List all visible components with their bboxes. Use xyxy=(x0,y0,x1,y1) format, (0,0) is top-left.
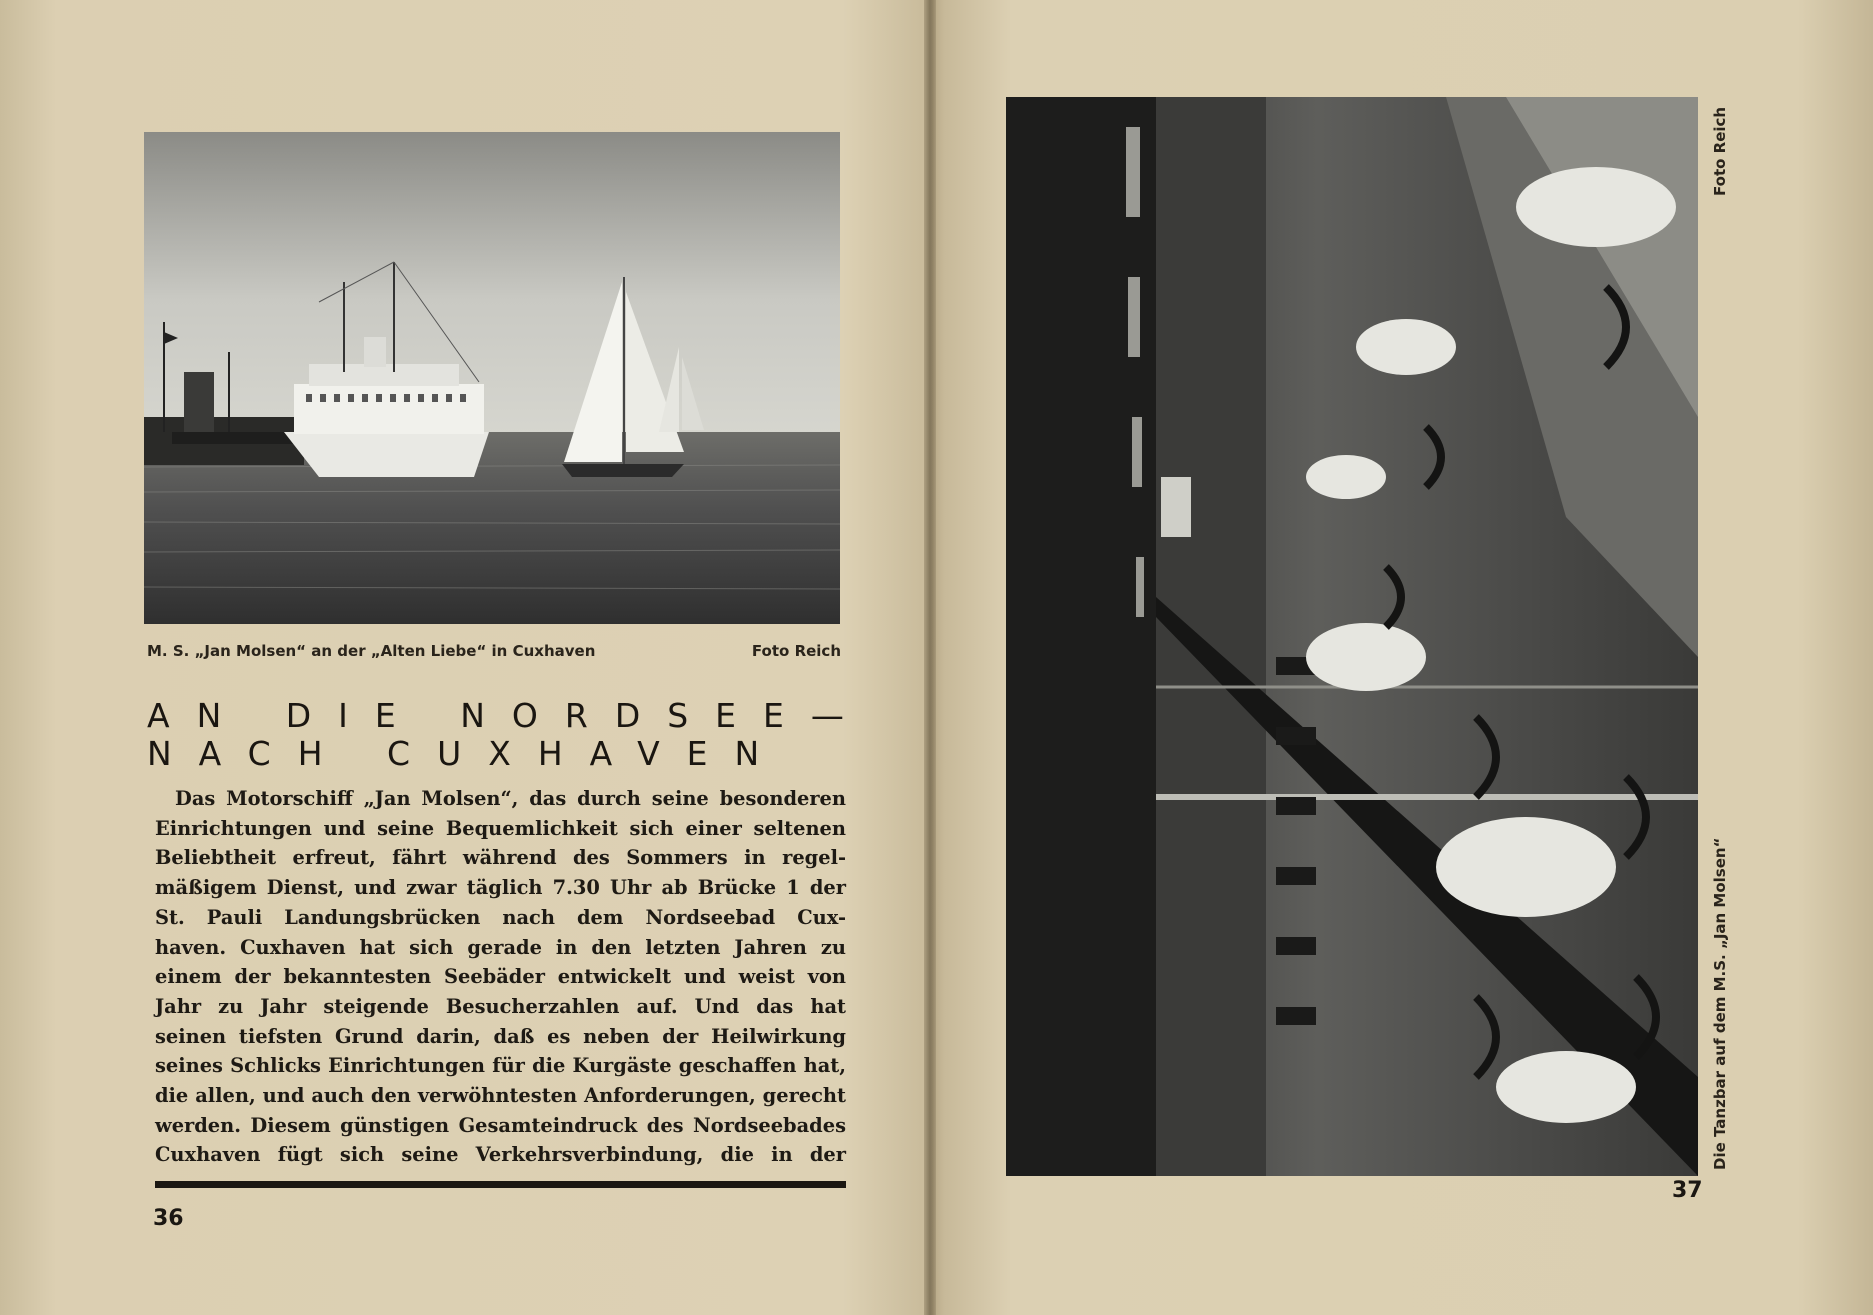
body-line: Beliebtheit erfreut, fährt während des Sommers in regel- xyxy=(155,846,846,870)
body-line: Einrichtungen und seine Bequemlichkeit sich einer seltenen xyxy=(155,816,846,840)
page-number-left: 36 xyxy=(153,1206,184,1231)
body-line: seines Schlicks Einrichtungen für die Kurgäste geschaffen hat, xyxy=(155,1054,846,1078)
dance-bar-caption: Die Tanzbar auf dem M.S. „Jan Molsen“ xyxy=(1711,837,1729,1170)
body-line: werden. Diesem günstigen Gesamteindruck des Nordseebades xyxy=(155,1113,846,1137)
harbour-photo xyxy=(144,132,840,624)
page-number-right: 37 xyxy=(1672,1178,1703,1203)
dance-bar-photo xyxy=(1006,97,1698,1176)
left-page xyxy=(0,0,925,1315)
book-gutter xyxy=(924,0,936,1315)
article-body xyxy=(155,784,846,1170)
body-line: seinen tiefsten Grund darin, daß es neben der Heilwirkung xyxy=(155,1024,846,1048)
body-line: St. Pauli Landungsbrücken nach dem Nordseebad Cux- xyxy=(155,905,846,929)
article-title-line-2: NACH CUXHAVEN xyxy=(147,734,787,773)
body-line: haven. Cuxhaven hat sich gerade in den letzten Jahren zu xyxy=(155,935,846,959)
harbour-photo-caption-row xyxy=(147,642,841,666)
harbour-photo-caption: M. S. „Jan Molsen“ an der „Alten Liebe“ in Cuxhaven xyxy=(147,642,596,660)
harbour-photo-credit: Foto Reich xyxy=(751,642,841,660)
article-title-line-1: AN DIE NORDSEE— xyxy=(147,696,871,735)
footer-rule xyxy=(155,1181,846,1188)
body-line: Cuxhaven fügt sich seine Verkehrsverbindung, die in der xyxy=(155,1143,846,1167)
body-line: mäßigem Dienst, und zwar täglich 7.30 Uhr ab Brücke 1 der xyxy=(155,876,846,900)
dance-bar-credit: Foto Reich xyxy=(1711,106,1729,196)
body-line: Jahr zu Jahr steigende Besucherzahlen auf. Und das hat xyxy=(155,994,846,1018)
body-line: einem der bekanntesten Seebäder entwickelt und weist von xyxy=(155,965,846,989)
body-line: Das Motorschiff „Jan Molsen“, das durch seine besonderen xyxy=(175,787,846,810)
body-line: die allen, und auch den verwöhntesten Anforderungen, gerecht xyxy=(155,1084,846,1108)
